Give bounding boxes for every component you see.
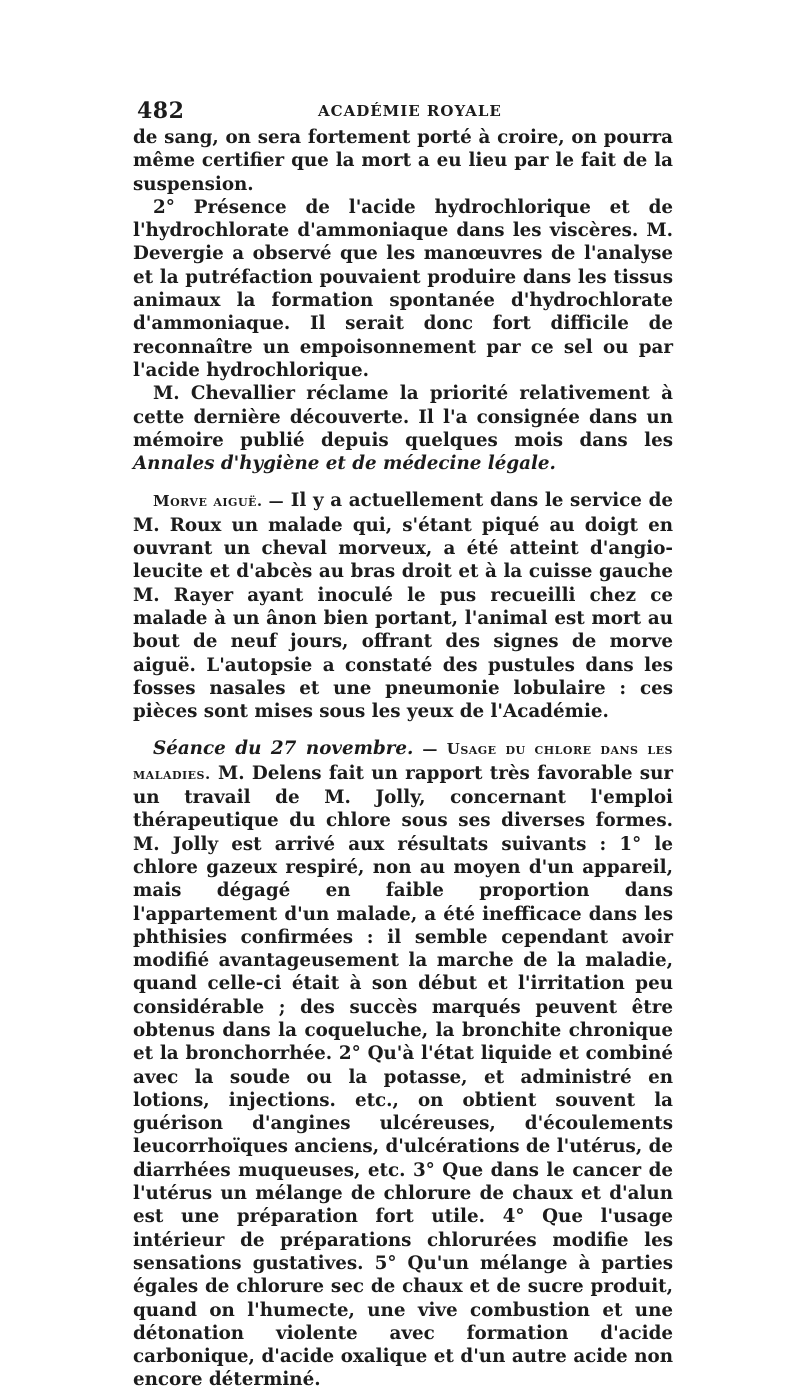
section-heading-chlore: — Usage du chlore dans les maladies. <box>133 740 673 783</box>
running-head: ACADÉMIE ROYALE <box>318 102 502 120</box>
paragraph-1: de sang, on sera fortement porté à croire, on pourra même certifier que la mort a eu lieu par le fait de la suspension. <box>133 127 673 195</box>
paragraph-3-text: M. Chevallier réclame la priorité relativement à cette dernière découverte. Il l'a consignée dans un mémoire publié depuis quelques mois dans les <box>133 383 673 451</box>
session-date: Séance du 27 novembre. <box>153 738 414 760</box>
journal-title: Annales d'hygiène et de médecine légale. <box>133 453 556 475</box>
paragraph-5 <box>133 737 673 1391</box>
paragraph-4 <box>133 489 673 723</box>
paragraph-2: 2° Présence de l'acide hydrochlorique et de l'hydrochlorate d'ammoniaque dans les viscères. M. Devergie a observé que les manœuvres de l'analyse et la putréfaction pouvaient produire dans les tissus animaux la formation spontanée d'hydrochlorate d'ammoniaque. Il serait donc fort difficile de reconnaître un empoisonnement par ce sel ou par l'acide hydrochlorique. <box>133 196 673 381</box>
paragraph-4-text: Il y a actuellement dans le service de M. Roux un malade qui, s'étant piqué au doigt en ouvrant un cheval morveux, a été atteint d'angio-leucite et d'abcès au bras droit et à la cuisse gauche M. Rayer ayant inoculé le pus recueilli chez ce malade à un ânon bien portant, l'animal est mort au bout de neuf jours, offrant des signes de morve aiguë. L'autopsie a constaté des pustules dans les fosses nasales et une pneumonie lobulaire : ces pièces sont mises sous les yeux de l'Académie. <box>133 490 673 723</box>
paragraph-3 <box>133 382 673 475</box>
section-heading-morve: Morve aiguë. — <box>153 492 285 511</box>
page-body <box>133 126 673 1392</box>
page-number: 482 <box>137 98 185 124</box>
paragraph-5-text: M. Delens fait un rapport très favorable sur un travail de M. Jolly, concernant l'emploi thérapeutique du chlore sous ses diverses formes. M. Jolly est arrivé aux résultats suivants : 1° le chlore gazeux respiré, non au moyen d'un appareil, mais dégagé en faible proportion dans l'appartement d'un malade, a été inefficace dans les phthisies confirmées : il semble cependant avoir modifié avantageusement la marche de la maladie, quand celle-ci était à son début et l'irritation peu considérable ; des succès marqués peuvent être obtenus dans la coqueluche, la bronchite chronique et la bronchorrhée. 2° Qu'à l'état liquide et combiné avec la soude ou la potasse, et administré en lotions, injections. etc., on obtient souvent la guérison d'angines ulcéreuses, d'écoulements leucorrhoïques anciens, d'ulcérations de l'utérus, de diarrhées muqueuses, etc. 3° Que dans le cancer de l'utérus un mélange de chlorure de chaux et d'alun est une préparation fort utile. 4° Que l'usage intérieur de préparations chlorurées modifie les sensations gustatives. 5° Qu'un mélange à parties égales de chlorure sec de chaux et de sucre produit, quand on l'humecte, une vive combustion et une détonation violente avec formation d'acide carbonique, d'acide oxalique et d'un autre acide non encore déterminé. <box>133 762 673 1391</box>
